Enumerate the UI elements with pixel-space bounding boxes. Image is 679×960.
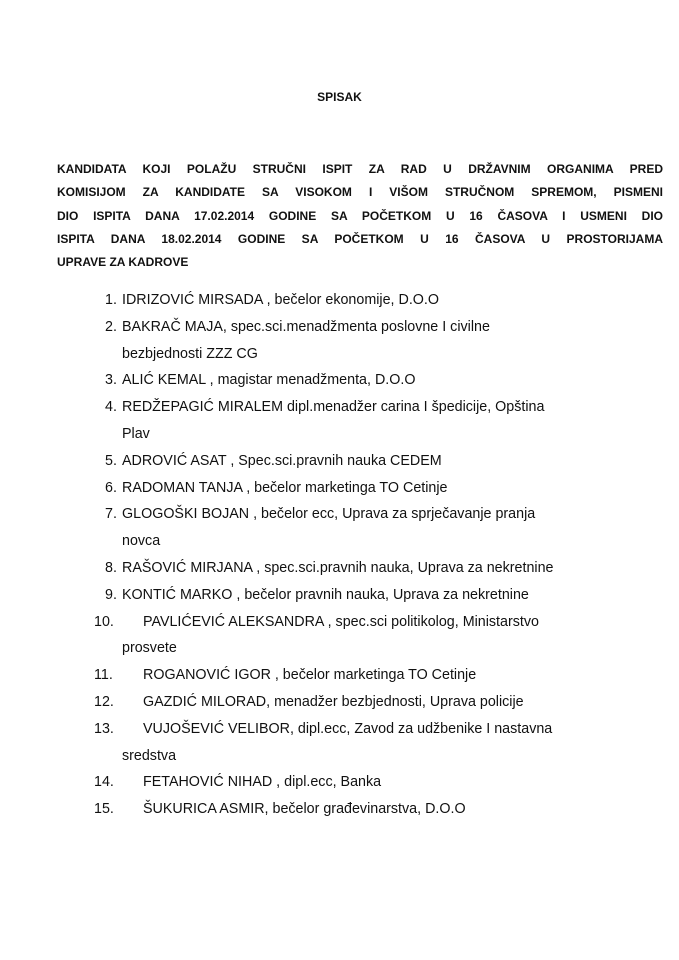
list-item	[0, 367, 679, 394]
list-item-number: 7.	[105, 506, 117, 523]
list-item-number: 1.	[105, 292, 117, 308]
list-item	[0, 287, 679, 314]
list-item-number: 15.	[94, 801, 114, 818]
list-item-continuation-text: Plav	[122, 425, 150, 442]
list-item-text: PAVLIĆEVIĆ ALEKSANDRA , spec.sci politikolog, Ministarstvo	[143, 613, 539, 630]
heading-line: KANDIDATA KOJI POLAŽU STRUČNI ISPIT ZA RAD U DRŽAVNIM ORGANIMA PRED	[57, 162, 663, 176]
list-item-continuation-text: sredstva	[122, 747, 177, 764]
list-item	[0, 501, 679, 528]
list-item	[0, 716, 679, 743]
list-item-number: 3.	[105, 372, 117, 389]
candidate-list	[0, 287, 679, 823]
list-item-text: GAZDIĆ MILORAD, menadžer bezbjednosti, Uprava policije	[143, 693, 524, 710]
list-item-text: BAKRAČ MAJA, spec.sci.menadžmenta poslovne I civilne	[122, 318, 490, 335]
list-item-text: IDRIZOVIĆ MIRSADA , bečelor ekonomije, D.O.O	[122, 292, 440, 308]
list-item-continuation	[0, 743, 679, 770]
list-item	[0, 555, 679, 582]
heading-line: KOMISIJOM ZA KANDIDATE SA VISOKOM I VIŠOM STRUČNOM SPREMOM, PISMENI	[57, 185, 663, 200]
list-item-continuation-text: prosvete	[122, 640, 177, 657]
list-item-text: ALIĆ KEMAL , magistar menadžmenta, D.O.O	[122, 372, 416, 389]
list-item	[0, 394, 679, 421]
list-item-text: REDŽEPAGIĆ MIRALEM dipl.menadžer carina I špedicije, Opština	[122, 399, 545, 416]
list-item	[0, 662, 679, 689]
list-item-continuation	[0, 341, 679, 368]
list-item	[0, 769, 679, 796]
heading-line: DIO ISPITA DANA 17.02.2014 GODINE SA POČETKOM U 16 ČASOVA I USMENI DIO	[57, 208, 663, 223]
list-item	[0, 582, 679, 609]
list-item	[0, 796, 679, 823]
list-item-text: GLOGOŠKI BOJAN , bečelor ecc, Uprava za sprječavanje pranja	[122, 506, 536, 523]
list-item-number: 4.	[105, 399, 117, 416]
list-item-number: 6.	[105, 479, 117, 496]
list-item-text: KONTIĆ MARKO , bečelor pravnih nauka, Uprava za nekretnine	[122, 586, 529, 603]
list-item-number: 11.	[94, 667, 113, 684]
list-item-continuation	[0, 635, 679, 662]
list-item-number: 12.	[94, 693, 114, 710]
list-item-number: 2.	[105, 318, 117, 335]
list-item-text: ŠUKURICA ASMIR, bečelor građevinarstva, D.O.O	[143, 801, 466, 818]
list-item-continuation-text: novca	[122, 533, 161, 550]
document-heading	[57, 158, 663, 274]
list-item-number: 13.	[94, 720, 114, 737]
list-item-text: FETAHOVIĆ NIHAD , dipl.ecc, Banka	[143, 774, 382, 791]
list-item-text: VUJOŠEVIĆ VELIBOR, dipl.ecc, Zavod za udžbenike I nastavna	[143, 720, 553, 737]
list-item-continuation-text: bezbjednosti ZZZ CG	[122, 345, 258, 362]
list-item-number: 9.	[105, 586, 117, 603]
list-item-text: RADOMAN TANJA , bečelor marketinga TO Cetinje	[122, 479, 448, 496]
document-title: SPISAK	[317, 90, 362, 104]
list-item-text: ADROVIĆ ASAT , Spec.sci.pravnih nauka CEDEM	[122, 452, 442, 469]
list-item-text: ROGANOVIĆ IGOR , bečelor marketinga TO Cetinje	[143, 667, 477, 684]
list-item-continuation	[0, 421, 679, 448]
list-item	[0, 475, 679, 502]
list-item	[0, 609, 679, 636]
list-item-number: 10.	[94, 613, 114, 630]
heading-line: UPRAVE ZA KADROVE	[57, 255, 189, 270]
list-item-number: 14.	[94, 774, 114, 791]
list-item-number: 8.	[105, 559, 117, 576]
list-item-text: RAŠOVIĆ MIRJANA , spec.sci.pravnih nauka, Uprava za nekretnine	[122, 559, 554, 576]
heading-line: ISPITA DANA 18.02.2014 GODINE SA POČETKOM U 16 ČASOVA U PROSTORIJAMA	[57, 231, 663, 246]
list-item-number: 5.	[105, 452, 117, 469]
list-item-continuation	[0, 528, 679, 555]
list-item	[0, 314, 679, 341]
list-item	[0, 689, 679, 716]
list-item	[0, 448, 679, 475]
